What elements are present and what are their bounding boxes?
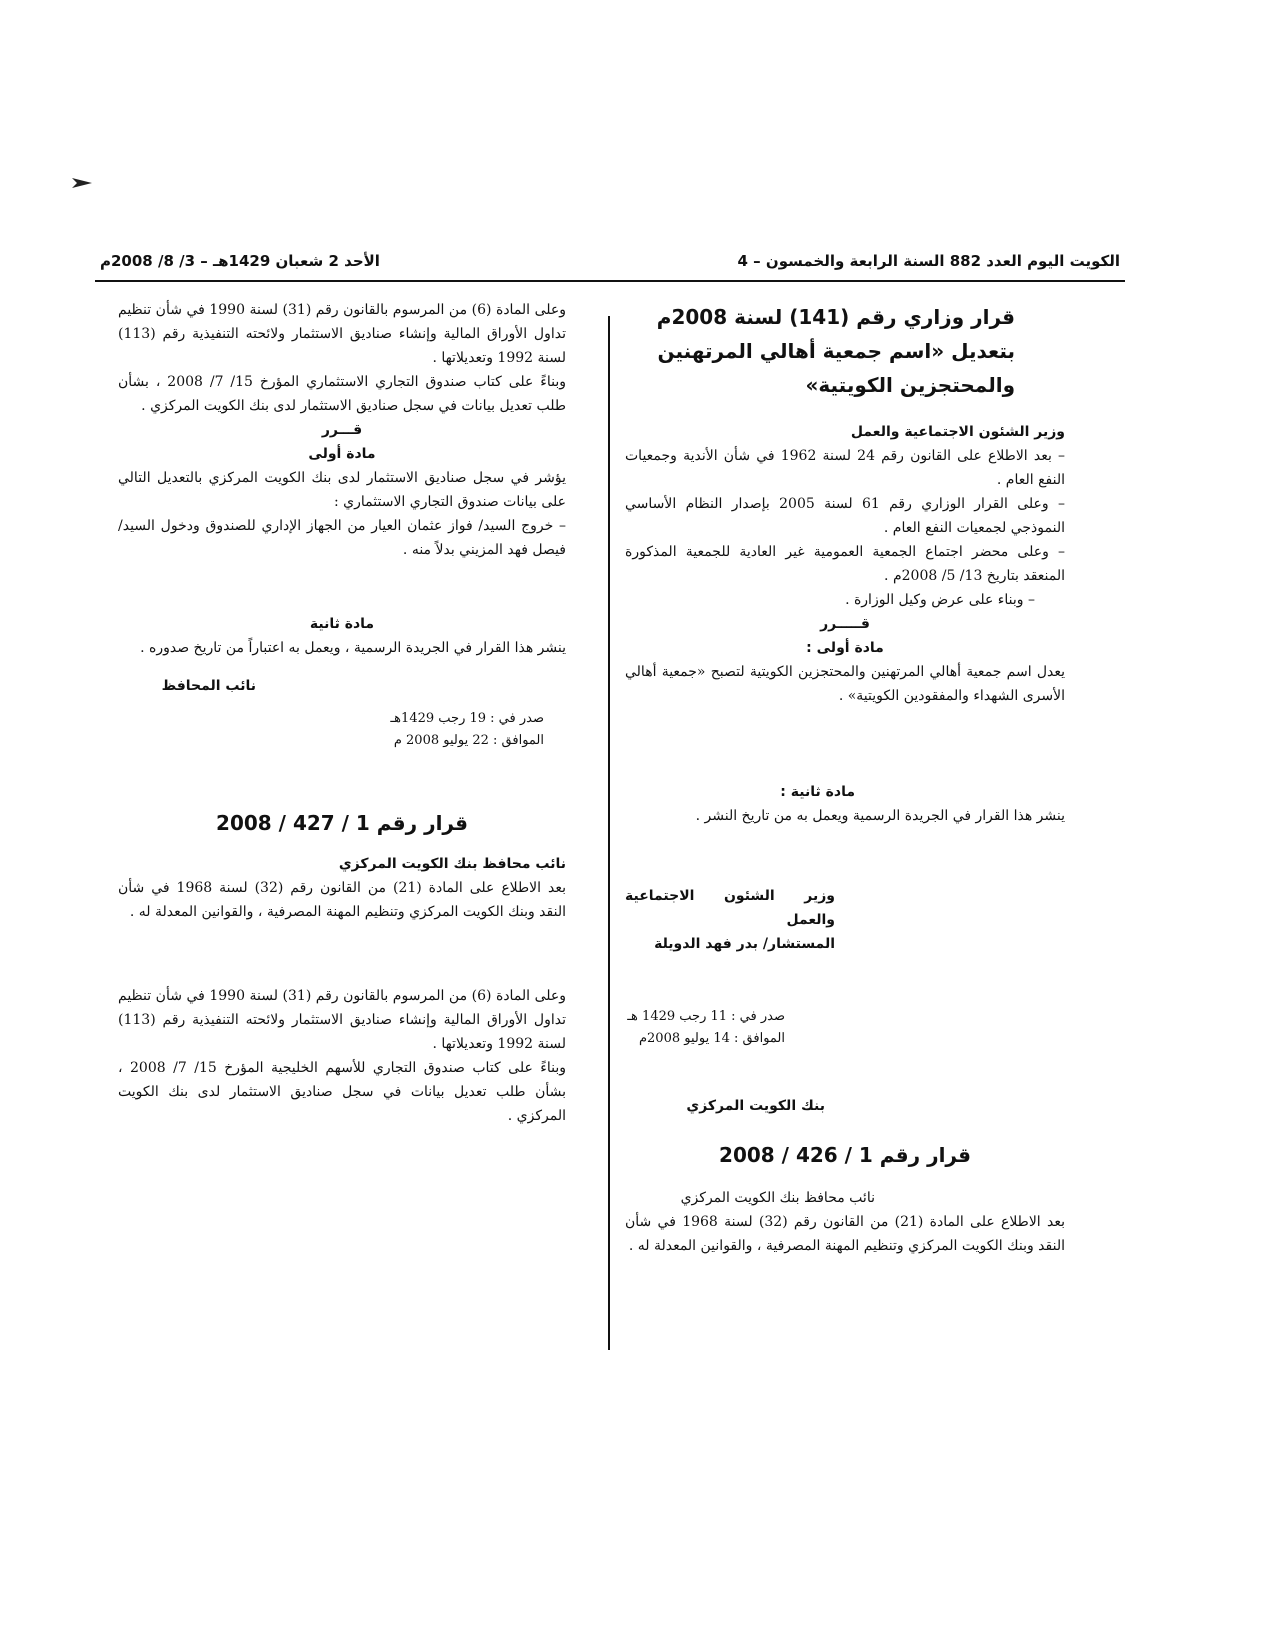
left-para-1: وعلى المادة (6) من المرسوم بالقانون رقم (31) لسنة 1990 في شأن تنظيم تداول الأوراق المالية وإنشاء صناديق الاستثمار ولائحته التنفيذية رقم (113) لسنة 1992 وتعديلاتها . <box>118 302 567 366</box>
article-2-heading: مادة ثانية : <box>780 784 855 800</box>
left-column <box>118 298 566 1128</box>
page-corner-mark-icon <box>72 176 94 190</box>
decision-141-title-line3: والمحتجزين الكويتية» <box>805 373 1015 397</box>
signature-title: وزير الشئون الاجتماعية والعمل <box>625 888 835 928</box>
bank-heading: بنك الكويت المركزي <box>686 1098 825 1114</box>
decides-heading: قـــــرر <box>820 616 870 632</box>
deputy-governor-signature: نائب المحافظ <box>161 678 256 694</box>
right-column <box>625 300 1065 1258</box>
left-article-1-heading: مادة أولى <box>308 446 376 462</box>
left-para-2: وبناءً على كتاب صندوق التجاري الاستثماري المؤرخ 15/ 7/ 2008 ، بشأن طلب تعديل بيانات في سجل صناديق الاستثمار لدى بنك الكويت المركزي . <box>118 374 567 414</box>
preamble-para-1: – بعد الاطلاع على القانون رقم 24 لسنة 1962 في شأن الأندية وجمعيات النفع العام . <box>625 448 1065 488</box>
header-issue-info: الكويت اليوم العدد 882 السنة الرابعة والخمسون – 4 <box>737 252 1120 270</box>
article-1-text: يعدل اسم جمعية أهالي المرتهنين والمحتجزين الكويتية لتصبح «جمعية أهالي الأسرى الشهداء والمفقودين الكويتية» . <box>625 664 1065 704</box>
issued-hijri: صدر في : 11 رجب 1429 هـ <box>627 1009 785 1024</box>
preamble-para-4: – وبناء على عرض وكيل الوزارة . <box>845 592 1035 608</box>
decision-427-number: قرار رقم 1 / 427 / 2008 <box>216 811 468 835</box>
decision-141-title <box>625 300 1065 402</box>
header-date: الأحد 2 شعبان 1429هـ – 3/ 8/ 2008م <box>100 252 380 270</box>
article-2-text: ينشر هذا القرار في الجريدة الرسمية ويعمل به من تاريخ النشر . <box>695 808 1065 824</box>
decision-141-title-line1: قرار وزاري رقم (141) لسنة 2008م <box>656 305 1015 329</box>
minister-signature <box>625 884 1065 956</box>
left-article-1-text: يؤشر في سجل صناديق الاستثمار لدى بنك الكويت المركزي بالتعديل التالي على بيانات صندوق التجاري الاستثماري : <box>118 470 566 510</box>
decision-427-text: بعد الاطلاع على المادة (21) من القانون رقم (32) لسنة 1968 في شأن النقد وبنك الكويت المركزي وتنظيم المهنة المصرفية ، والقوانين المعدلة له . <box>118 880 566 920</box>
left-decides-heading: قـــرر <box>321 422 363 438</box>
issued-gregorian: الموافق : 14 يوليو 2008م <box>638 1031 785 1046</box>
decision-426-authority: نائب محافظ بنك الكويت المركزي <box>680 1190 875 1206</box>
left-article-1-item: – خروج السيد/ فواز عثمان العيار من الجهاز الإداري للصندوق ودخول السيد/ فيصل فهد المزيني بدلاً منه . <box>118 518 566 558</box>
decision-141-title-line2: بتعديل «اسم جمعية أهالي المرتهنين <box>657 339 1015 363</box>
column-divider <box>608 316 610 1350</box>
issue-dates <box>625 1006 1065 1050</box>
signature-name: المستشار/ بدر فهد الدويلة <box>654 936 835 952</box>
left-issue-dates <box>118 708 566 752</box>
decision-426-number: قرار رقم 1 / 426 / 2008 <box>719 1143 971 1167</box>
decision-427-para-2: وعلى المادة (6) من المرسوم بالقانون رقم (31) لسنة 1990 في شأن تنظيم تداول الأوراق المالية وإنشاء صناديق الاستثمار ولائحته التنفيذية رقم (113) لسنة 1992 وتعديلاتها . <box>118 988 567 1052</box>
decision-427-para-3: وبناءً على كتاب صندوق التجاري للأسهم الخليجية المؤرخ 15/ 7/ 2008 ، بشأن طلب تعديل بيانات في سجل صناديق الاستثمار لدى بنك الكويت المركزي . <box>118 1060 567 1124</box>
preamble-para-3: – وعلى محضر اجتماع الجمعية العمومية غير العادية للجمعية المذكورة المنعقد بتاريخ 13/ 5/ 2008م . <box>625 544 1065 584</box>
decision-426-text: بعد الاطلاع على المادة (21) من القانون رقم (32) لسنة 1968 في شأن النقد وبنك الكويت المركزي وتنظيم المهنة المصرفية ، والقوانين المعدلة له . <box>625 1214 1065 1254</box>
left-issued-gregorian: الموافق : 22 يوليو 2008 م <box>393 733 544 748</box>
decision-427-authority: نائب محافظ بنك الكويت المركزي <box>338 856 566 872</box>
minister-heading: وزير الشئون الاجتماعية والعمل <box>850 424 1065 440</box>
left-article-2-heading: مادة ثانية <box>309 616 375 632</box>
article-1-heading: مادة أولى : <box>806 640 884 656</box>
left-article-2-text: ينشر هذا القرار في الجريدة الرسمية ، ويعمل به اعتباراً من تاريخ صدوره . <box>140 640 566 656</box>
header-rule <box>95 280 1125 282</box>
preamble-para-2: – وعلى القرار الوزاري رقم 61 لسنة 2005 بإصدار النظام الأساسي النموذجي لجمعيات النفع العام . <box>625 496 1066 536</box>
page-header <box>100 252 1120 276</box>
left-issued-hijri: صدر في : 19 رجب 1429هـ <box>390 711 544 726</box>
